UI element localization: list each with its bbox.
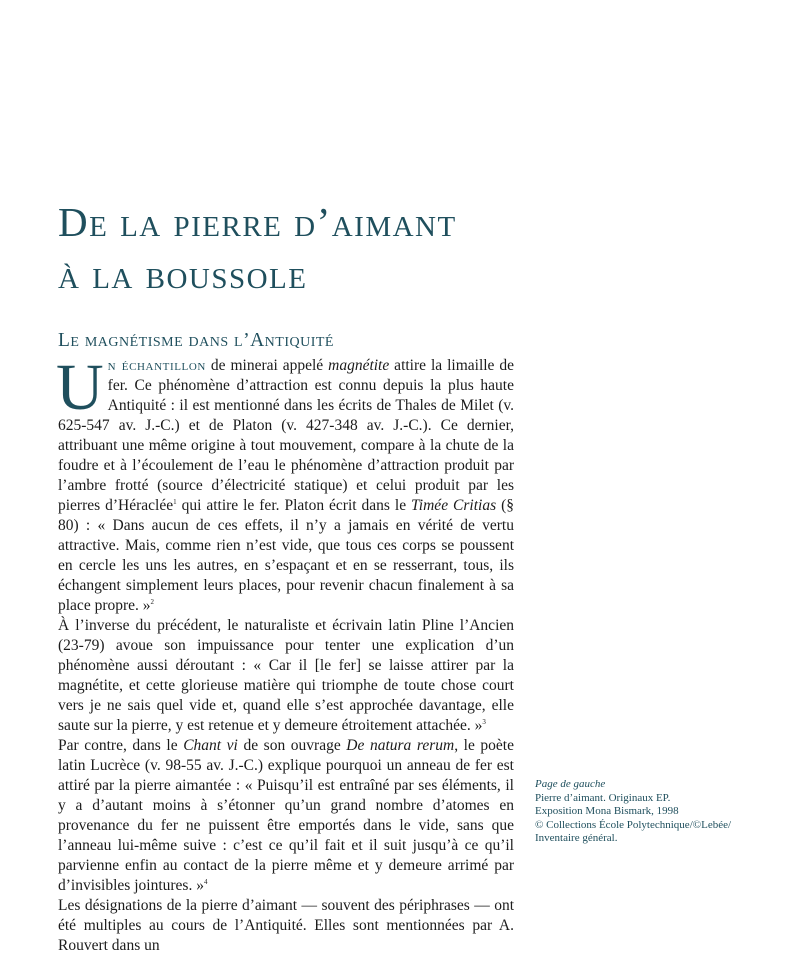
paragraph-1-text-d: (§ 80) : « Dans aucun de ces effets, il n’y a jamais en vérité de vertu attractive. Mais, comme rien n’est vide, que tous ces corps se poussent en cercle les uns les autres, en s’espaçant et en se resserrant, tous, ils échangent simplement leurs places, pour revenir chacun finalement à sa place propre. » — [58, 497, 514, 614]
paragraph-1-text-b: attire la limaille de fer. Ce phénomène d’attraction est connu depuis la plus haute Antiquité : il est mentionné dans les écrits de Thales de Milet (v. 625-547 av. J.-C.) et de Platon (v. 427-348 av. J.-C.). Ce dernier, attribuant une même origine à tout mouvement, compare à la chute de la foudre et à l’écoulement de l’eau le phénomène d’attraction produit par l’ambre frotté (source d’électricité statique) et celui produit par les pierres d’Héraclée — [58, 357, 514, 514]
footnote-ref-2: 2 — [150, 598, 155, 606]
caption-title: Page de gauche — [535, 778, 606, 790]
paragraph-1 — [56, 351, 514, 616]
body-text — [56, 351, 514, 956]
work-title-chant-vi: Chant vi — [183, 737, 238, 754]
image-caption — [535, 778, 735, 846]
work-title-de-natura-rerum: De natura rerum — [346, 737, 455, 754]
paragraph-4-text: Les désignations de la pierre d’aimant — souvent des périphrases — ont été multiples au cours de l’Antiquité. Elles sont mentionnées par A. Rouvert dans un — [58, 897, 514, 954]
paragraph-1-text-c: qui attire le fer. Platon écrit dans le — [176, 497, 412, 514]
footnote-ref-3: 3 — [482, 718, 486, 726]
paragraph-3-text-b: de son ouvrage — [237, 737, 347, 754]
lead-in-small-caps: n échantillon — [107, 357, 206, 374]
term-magnetite: magnétite — [328, 357, 390, 374]
work-title-timee-critias: Timée Critias — [411, 497, 497, 514]
chapter-title-line-1: De la pierre d’aimant — [58, 199, 457, 245]
paragraph-3-text-a: Par contre, dans le — [58, 737, 184, 754]
chapter-title — [58, 196, 618, 300]
drop-cap: U — [56, 351, 104, 424]
footnote-ref-4: 4 — [203, 878, 208, 886]
paragraph-3 — [58, 736, 514, 896]
caption-line-4: Inventaire général. — [535, 832, 618, 845]
chapter-title-line-2: à la boussole — [58, 251, 308, 297]
caption-line-3: © Collections École Polytechnique/©Lebée/ — [535, 818, 732, 831]
paragraph-1-text-a: de minerai appelé — [205, 357, 329, 374]
caption-line-1: Pierre d’aimant. Originaux EP. — [535, 791, 671, 804]
paragraph-4 — [58, 896, 514, 956]
section-heading: Le magnétisme dans l’Antiquité — [58, 330, 334, 351]
paragraph-2-text: À l’inverse du précédent, le naturaliste et écrivain latin Pline l’Ancien (23-79) avoue son impuissance pour tenter une explication d’un phénomène aussi déroutant : « Car il [le fer] se laisse attirer par la magnétite, et cette glorieuse matière qui triomphe de toute chose court vers je ne sais quel vide et, quand elle s’est approchée davantage, elle saute sur la pierre, y est retenue et y demeure étroitement attachée. » — [58, 617, 514, 734]
footnote-ref-1: 1 — [173, 498, 177, 506]
paragraph-2 — [58, 616, 514, 736]
paragraph-3-text-c: , le poète latin Lucrèce (v. 98-55 av. J.-C.) explique pourquoi un anneau de fer est attiré par la pierre aimantée : « Puisqu’il est entraîné par ses éléments, il y a d’autant moins à s’étonner qu’un grand nombre d’atomes en provenance du fer ne puissent être emportés dans le vide, sans que l’anneau lui-même suive : c’est ce qu’il fait et il suit jusqu’à ce qu’il parvienne enfin au contact de la pierre même et y demeure arrimé par d’invisibles jointures. » — [58, 737, 514, 894]
caption-line-2: Exposition Mona Bismark, 1998 — [535, 805, 679, 818]
